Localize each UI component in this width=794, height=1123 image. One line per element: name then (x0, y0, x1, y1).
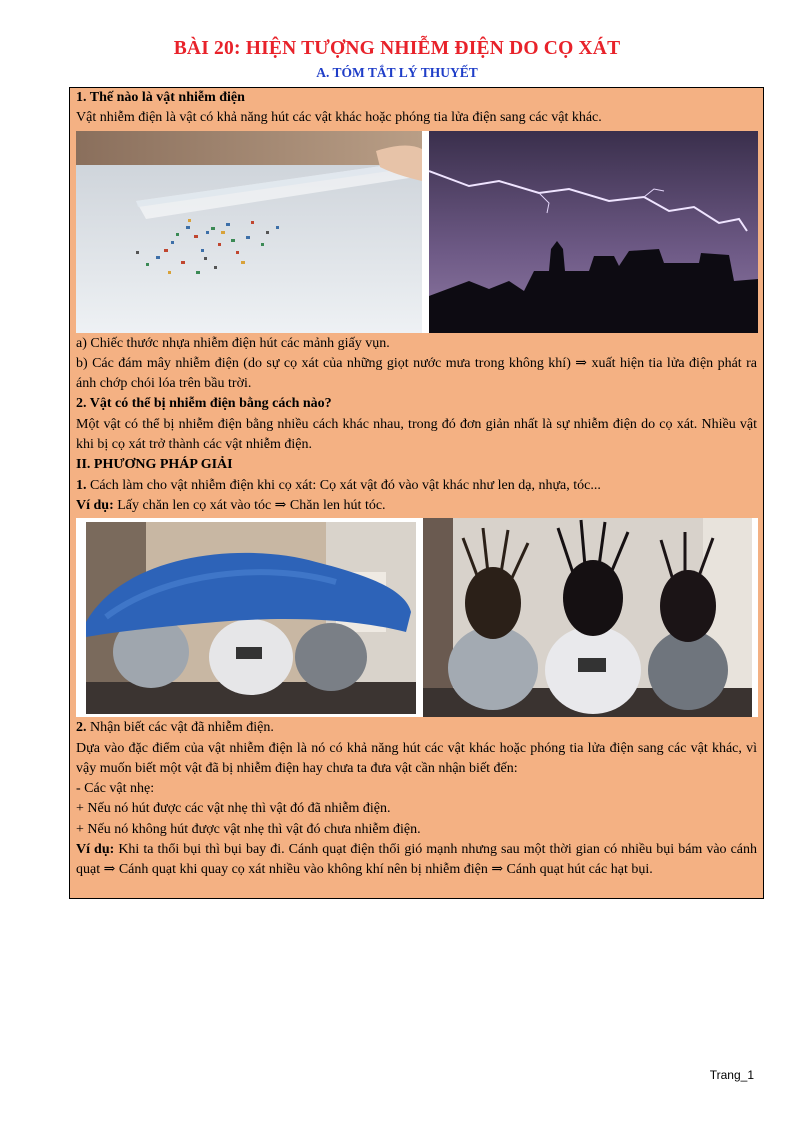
section2-heading: 2. Vật có thể bị nhiễm điện bằng cách nào? (76, 396, 332, 412)
method-item2-body: Dựa vào đặc điểm của vật nhiễm điện là nó có khả năng hút các vật khác hoặc phóng tia lửa điện sang các vật khác, vì vậy muốn biết một vật đã bị nhiễm điện hay chưa ta đưa vật cần nhận biết đến: (76, 740, 757, 776)
example1-text: Lấy chăn len cọ xát vào tóc ⇒ Chăn len hút tóc. (113, 497, 386, 513)
method-item1-number: 1. (76, 477, 87, 493)
bullet-attracts: + Nếu nó hút được các vật nhẹ thì vật đó đã nhiễm điện. (76, 801, 391, 817)
blanket-over-heads-photo (86, 522, 416, 714)
example1 (76, 496, 757, 516)
section1-heading: 1. Thế nào là vật nhiễm điện (76, 90, 245, 105)
caption-a: a) Chiếc thước nhựa nhiễm điện hút các mảnh giấy vụn. (76, 335, 390, 351)
ruler-attracting-paper-photo (76, 131, 422, 333)
example2 (76, 840, 757, 881)
method-item1 (76, 476, 757, 496)
section1-image-row (76, 131, 758, 333)
hair-standing-up-photo (423, 518, 752, 717)
method-item2-text: Nhận biết các vật đã nhiễm điện. (86, 720, 274, 736)
method-item2-number: 2. (76, 720, 87, 736)
page-title: BÀI 20: HIỆN TƯỢNG NHIỄM ĐIỆN DO CỌ XÁT (173, 38, 621, 59)
example1-label: Ví dụ: (76, 497, 114, 513)
bullet-not-attracts: + Nếu nó không hút được vật nhẹ thì vật đó chưa nhiễm điện. (76, 821, 421, 837)
method-image-row (76, 518, 758, 717)
lightning-over-city-photo (429, 131, 758, 333)
bullet-light-objects: - Các vật nhẹ: (76, 781, 155, 797)
page-number: Trang_1 (709, 1068, 754, 1082)
content-box (69, 87, 764, 899)
section1-body: Vật nhiễm điện là vật có khả năng hút các vật khác hoặc phóng tia lửa điện sang các vật khác. (76, 110, 602, 126)
page-subtitle: A. TÓM TẮT LÝ THUYẾT (316, 65, 478, 80)
section2-body: Một vật có thể bị nhiễm điện bằng nhiều cách khác nhau, trong đó đơn giản nhất là sự nhiễm điện do cọ xát. Nhiều vật khi bị cọ xát trở thành các vật nhiễm điện. (76, 416, 757, 453)
method-item1-text: Cách làm cho vật nhiễm điện khi cọ xát: Cọ xát vật đó vào vật khác như len dạ, nhựa, tóc... (86, 477, 601, 493)
example2-text: Khi ta thổi bụi thì bụi bay đi. Cánh quạt điện thổi gió mạnh nhưng sau một thời gian có nhiều bụi bám vào cánh quạt ⇒ Cánh quạt khi quay cọ xát nhiều vào không khí nên bị nhiễm điện ⇒ Cánh quạt hút các hạt bụi. (76, 842, 758, 878)
method-item2 (76, 718, 757, 738)
method-heading: II. PHƯƠNG PHÁP GIẢI (76, 457, 233, 473)
caption-b: b) Các đám mây nhiễm điện (do sự cọ xát của những giọt nước mưa trong không khí) ⇒ xuất hiện tia lửa điện phát ra ánh chớp chói lóa trên bầu trời. (76, 355, 757, 392)
example2-label: Ví dụ: (76, 842, 115, 858)
